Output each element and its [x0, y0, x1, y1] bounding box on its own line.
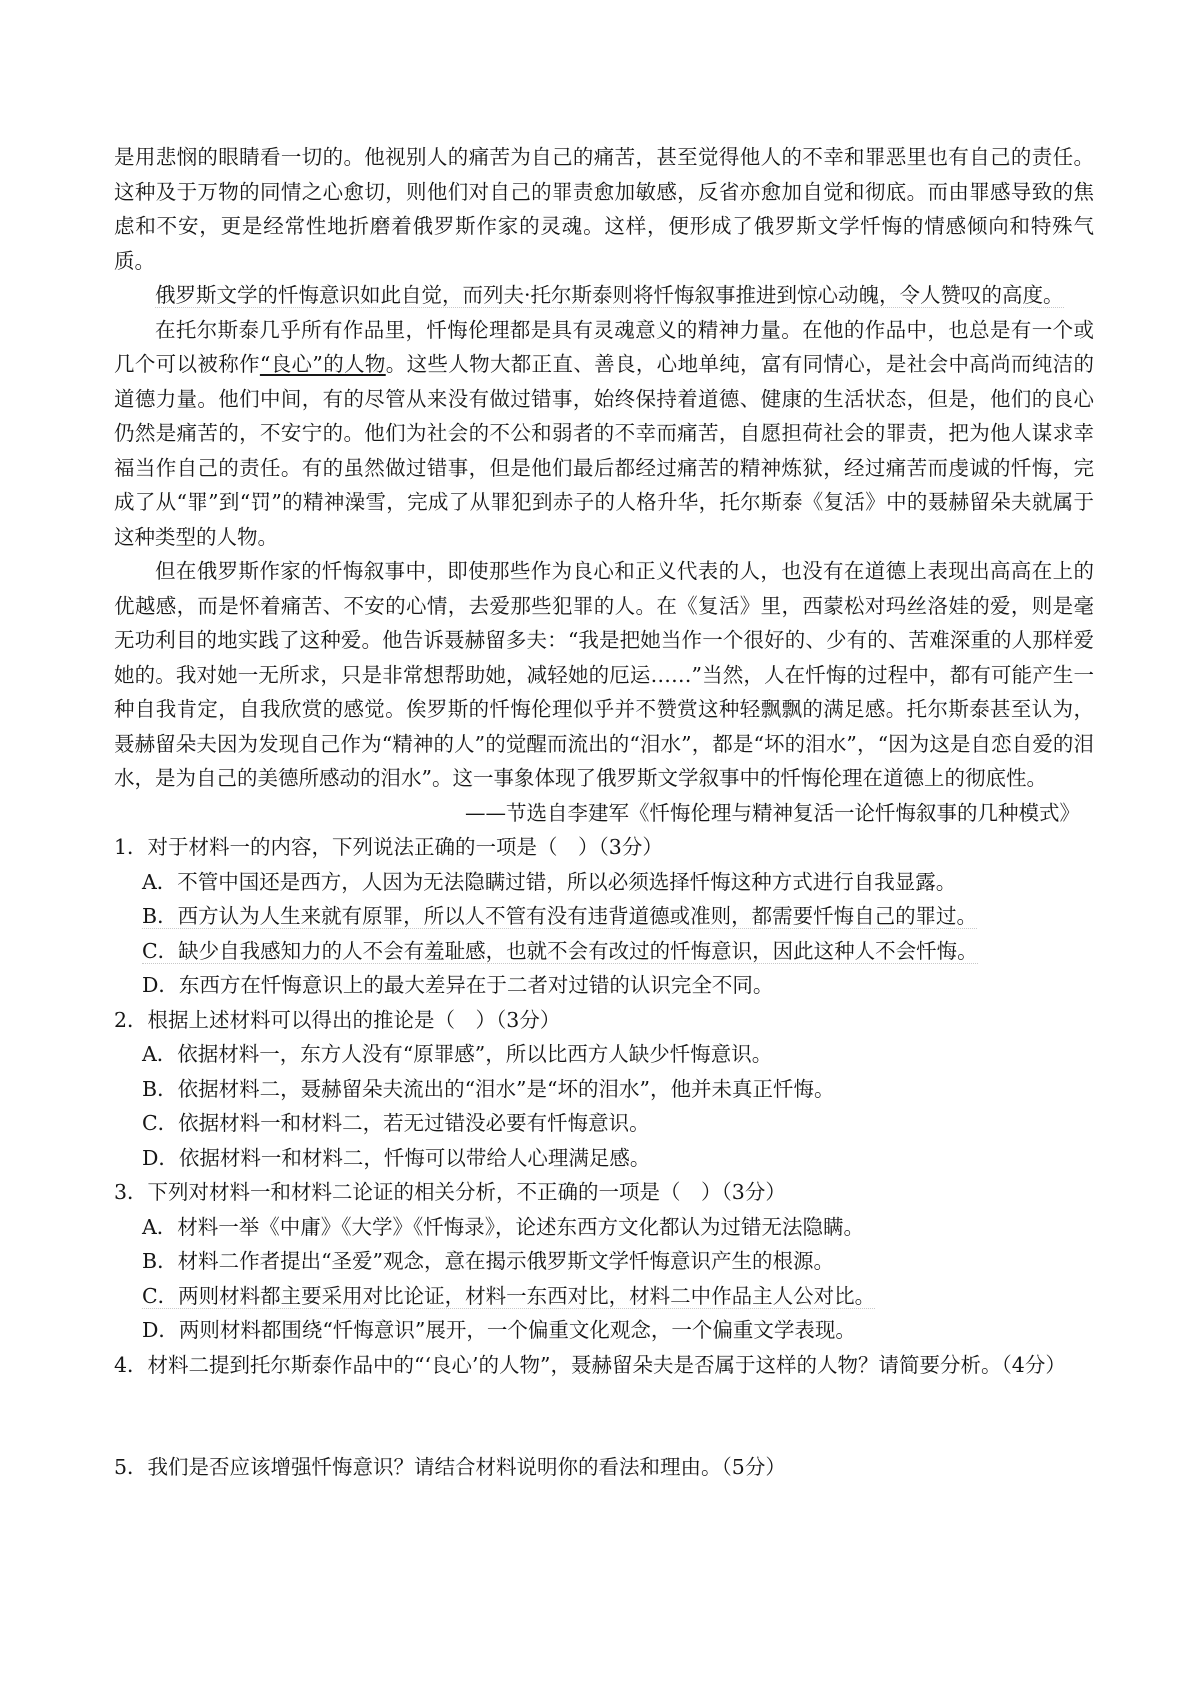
- question-3: [114, 1175, 1094, 1348]
- paragraph-3-text-a: 在托尔斯泰几乎所有作品里，忏悔伦理都是具有灵魂意义的精神力量。在他的作品中，也总是有一个或几个可以被称作: [114, 317, 1094, 376]
- option-b[interactable]: [142, 899, 1094, 934]
- dotted-option-text: C．缺少自我感知力的人不会有羞耻感，也就不会有改过的忏悔意识，因此这种人不会忏悔。: [142, 938, 978, 963]
- option-b[interactable]: B．材料二作者提出“圣爱”观念，意在揭示俄罗斯文学忏悔意识产生的根源。: [142, 1249, 835, 1273]
- option-d[interactable]: D．依据材料一和材料二，忏悔可以带给人心理满足感。: [142, 1145, 651, 1170]
- option-a[interactable]: A．依据材料一，东方人没有“原罪感”，所以比西方人缺少忏悔意识。: [142, 1042, 773, 1066]
- passage-paragraph-4: 但在俄罗斯作家的忏悔叙事中，即使那些作为良心和正义代表的人，也没有在道德上表现出高高在上的优越感，而是怀着痛苦、不安的心情，去爱那些犯罪的人。在《复活》里，西蒙松对玛丝洛娃的爱，则是毫无功利目的地实践了这种爱。他告诉聂赫留多夫：“我是把她当作一个很好的、少有的、苦难深重的人那样爱她的。我对她一无所求，只是非常想帮助她，减轻她的厄运……”当然，人在忏悔的过程中，都有可能产生一种自我肯定，自我欣赏的感觉。俟罗斯的忏悔伦理似乎并不赞赏这种轻飘飘的满足感。托尔斯泰甚至认为，聂赫留朵夫因为发现自己作为“精神的人”的觉醒而流出的“泪水”，都是“坏的泪水”，“因为这是自恋自爱的泪水，是为自己的美德所感动的泪水”。这一事象体现了俄罗斯文学叙事中的忏悔伦理在道德上的彻底性。: [114, 559, 1094, 790]
- option-c[interactable]: [142, 934, 1094, 969]
- exam-page: [114, 140, 1094, 1485]
- dotted-option-text: C．两则材料都主要采用对比论证，材料一东西对比，材料二中作品主人公对比。: [142, 1283, 876, 1308]
- question-2: [114, 1003, 1094, 1176]
- passage-paragraph-3: [114, 313, 1094, 555]
- question-4: [114, 1348, 1094, 1451]
- question-5: [114, 1450, 1094, 1485]
- question-stem: 4．材料二提到托尔斯泰作品中的“‘良心’的人物”，聂赫留朵夫是否属于这样的人物？请简要分析。（4分）: [114, 1352, 1066, 1377]
- dotted-sentence: 俄罗斯文学的忏悔意识如此自觉，而列夫·托尔斯泰则将忏悔叙事推进到惊心动魄，令人赞叹的高度。: [155, 283, 1064, 307]
- dotted-option-text: B．西方认为人生来就有原罪，所以人不管有没有违背道德或准则，都需要忏悔自己的罪过。: [142, 904, 978, 928]
- option-d[interactable]: D．东西方在忏悔意识上的最大差异在于二者对过错的认识完全不同。: [142, 973, 774, 997]
- passage-paragraph-2: [114, 278, 1094, 313]
- paragraph-3-text-b: 。这些人物大都正直、善良，心地单纯，富有同情心，是社会中高尚而纯洁的道德力量。他们中间，有的尽管从来没有做过错事，始终保持着道德、健康的生活状态，但是，他们的良心仍然是痛苦的，不安宁的。他们为社会的不公和弱者的不幸而痛苦，自愿担荷社会的罪责，把为他人谋求幸福当作自己的责任。有的虽然做过错事，但是他们最后都经过痛苦的精神炼狱，经过痛苦而虔诚的忏悔，完成了从“罪”到“罚”的精神澡雪，完成了从罪犯到赤子的人格升华，托尔斯泰《复活》中的聂赫留朵夫就属于这种类型的人物。: [114, 352, 1095, 549]
- option-list: [114, 865, 1094, 1003]
- question-stem: 2．根据上述材料可以得出的推论是（ ）（3分）: [114, 1007, 561, 1032]
- answer-space[interactable]: [114, 1382, 1094, 1450]
- question-stem: 5．我们是否应该增强忏悔意识？请结合材料说明你的看法和理由。（5分）: [114, 1455, 786, 1479]
- option-a[interactable]: A．材料一举《中庸》《大学》《忏悔录》，论述东西方文化都认为过错无法隐瞒。: [142, 1214, 865, 1239]
- source-citation: ——节选自李建军《忏悔伦理与精神复活一论忏悔叙事的几种模式》: [465, 800, 1080, 825]
- option-d[interactable]: D．两则材料都围绕“忏悔意识”展开，一个偏重文化观念，一个偏重文学表现。: [142, 1318, 856, 1342]
- option-list: [114, 1037, 1094, 1175]
- underlined-phrase: “良心”的人物: [259, 352, 386, 376]
- question-1: [114, 830, 1094, 1003]
- option-c[interactable]: [142, 1279, 1094, 1314]
- option-a[interactable]: A．不管中国还是西方，人因为无法隐瞒过错，所以必须选择忏悔这种方式进行自我显露。: [142, 869, 957, 894]
- question-stem: 3．下列对材料一和材料二论证的相关分析，不正确的一项是（ ）（3分）: [114, 1180, 786, 1204]
- question-stem: 1．对于材料一的内容，下列说法正确的一项是（ ）（3分）: [114, 835, 663, 859]
- option-list: [114, 1210, 1094, 1348]
- option-b[interactable]: B．依据材料二，聂赫留朵夫流出的“泪水”是“坏的泪水”，他并未真正忏悔。: [142, 1076, 835, 1101]
- passage-paragraph-1: 是用悲悯的眼睛看一切的。他视别人的痛苦为自己的痛苦，甚至觉得他人的不幸和罪恶里也有自己的责任。这种及于万物的同情之心愈切，则他们对自己的罪责愈加敏感，反省亦愈加自觉和彻底。而由罪感导致的焦虑和不安，更是经常性地折磨着俄罗斯作家的灵魂。这样，便形成了俄罗斯文学忏悔的情感倾向和特殊气质。: [114, 145, 1094, 273]
- option-c[interactable]: C．依据材料一和材料二，若无过错没必要有忏悔意识。: [142, 1111, 650, 1135]
